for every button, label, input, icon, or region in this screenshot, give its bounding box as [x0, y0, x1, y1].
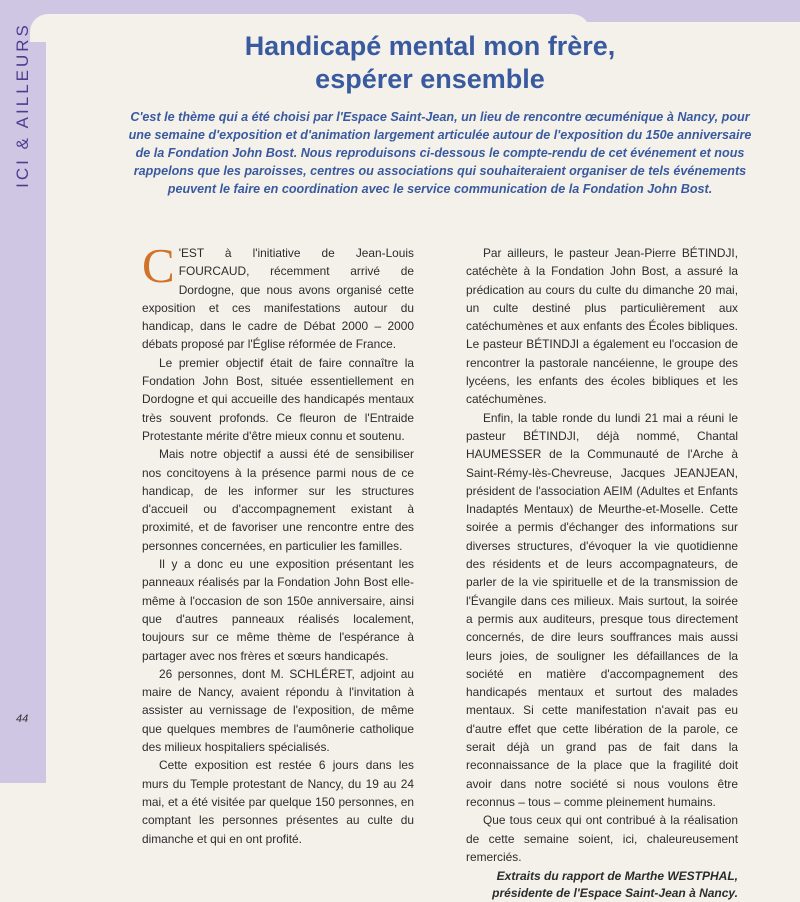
article-title [150, 30, 710, 96]
paragraph: Que tous ceux qui ont contribué à la réalisation de cette semaine soient, ici, chaleureusement remerciés. [466, 813, 738, 864]
paragraph-text: 'EST à l'initiative de Jean-Louis FOURCAUD, récemment arrivé de Dordogne, que nous avons organisé cette exposition et ces manifestations autour du handicap, dans le cadre de Débat 2000 – 2000 débats proposé par l'Église réformée de France. [142, 246, 414, 352]
paragraph: Le premier objectif était de faire connaître la Fondation John Bost, située essentiellement en Dordogne et qui accueille des handicapés mentaux très souvent profonds. Ce fleuron de l'Entraide Protestante mérite d'être mieux connu et soutenu. [142, 355, 414, 443]
paragraph: 26 personnes, dont M. SCHLÉRET, adjoint au maire de Nancy, avaient répondu à l'invitation à assister au vernissage de l'exposition, de même que quelques membres de l'aumônerie catholique des milieux hospitaliers spécialisés. [142, 666, 414, 755]
drop-cap: C [142, 238, 175, 293]
paragraph: Il y a donc eu une exposition présentant les panneaux réalisés par la Fondation John Bost elle-même à l'occasion de son 150e anniversaire, ainsi que d'autres panneaux réalisés localement, toujours sur ce même thème de l'espérance à partager avec nos frères et sœurs handicapés. [142, 557, 414, 663]
signature-line-2: présidente de l'Espace Saint-Jean à Nancy. [492, 886, 738, 901]
paragraph: Cette exposition est restée 6 jours dans les murs du Temple protestant de Nancy, du 19 au 24 mai, et a été visitée par quelque 150 personnes, en comptant les personnes présentes au culte du dimanche et qui en ont profité. [142, 758, 414, 846]
section-label [5, 20, 41, 190]
title-line-2: espérer ensemble [315, 64, 545, 94]
signature-line-1: Extraits du rapport de Marthe WESTPHAL, [496, 869, 738, 884]
left-column [142, 238, 414, 848]
paragraph: Par ailleurs, le pasteur Jean-Pierre BÉTINDJI, catéchète à la Fondation John Bost, a assuré la prédication au cours du culte du dimanche 20 mai, un culte destiné plus particulièrement aux catéchumènes et aux enfants des Écoles bibliques. Le pasteur BÉTINDJI a également eu l'occasion de rencontrer la pastorale nancéienne, le groupe des lycéens, les enfants des écoles bibliques et les catéchumènes. [466, 246, 738, 407]
paragraph: Enfin, la table ronde du lundi 21 mai a réuni le pasteur BÉTINDJI, déjà nommé, Chantal HAUMESSER de la Communauté de l'Arche à Saint-Rémy-lès-Chevreuse, Jacques JEANJEAN, président de l'association AEIM (Adultes et Enfants Inadaptés Mentaux) de Meurthe-et-Moselle. Cette soirée a permis d'échanger des informations sur diverses structures, d'évoquer la vie quotidienne des résidents et de leurs accompagnateurs, de parler de la vie spirituelle et de la transmission de l'Évangile dans ces milieux. Mais surtout, la soirée a permis aux auditeurs, presque tous directement concernés, de dire leurs souffrances mais aussi leurs joies, de souligner les défaillances de la société en matière d'accompagnement des handicapés mentaux et surtout des malades mentaux. Si cette manifestation n'avait pas eu d'autre effet que cette libération de la parole, ce serait déjà un grand pas de fait dans la reconnaissance de la place que la fragilité doit avoir dans notre société si nous voulons être reconnus – tous – comme pleinement humains. [466, 410, 738, 809]
article-intro: C'est le thème qui a été choisi par l'Espace Saint-Jean, un lieu de rencontre œcuménique à Nancy, pour une semaine d'exposition et d'animation largement articulée autour de l'exposition du 150e anniversaire de la Fondation John Bost. Nous reproduisons ci-dessous le compte-rendu de cet événement et nous rappelons que les paroisses, centres ou associations qui souhaiteraient organiser de tels événements peuvent le faire en coordination avec le service communication de la Fondation John Bost. [128, 110, 752, 196]
title-line-1: Handicapé mental mon frère, [244, 31, 616, 61]
paragraph: Mais notre objectif a aussi été de sensibiliser nos concitoyens à la présence parmi nous de ce handicap, de les informer sur les structures d'accueil ou d'accompagnement existant à proximité, et de favoriser une rencontre entre des personnes concernées, en particulier les familles. [142, 447, 414, 553]
paragraph [142, 238, 414, 354]
page-number: 44 [16, 713, 29, 725]
signature [466, 868, 738, 902]
section-label-text: ICI & AILLEURS [13, 22, 32, 188]
right-column [466, 244, 738, 902]
